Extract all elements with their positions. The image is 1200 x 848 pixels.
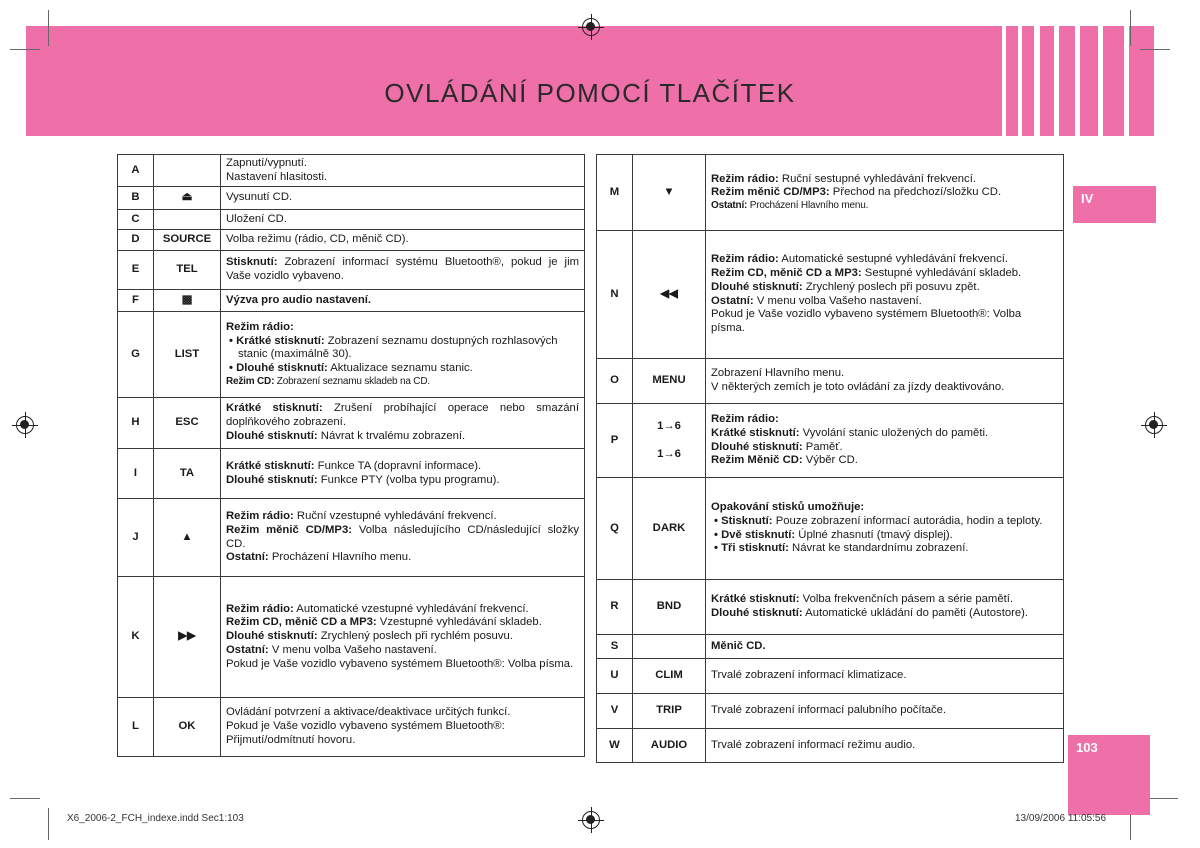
line-text: Ovládání potvrzení a aktivace/deaktivace určitých funkcí.	[226, 706, 511, 719]
table-row	[597, 404, 1064, 478]
table-row	[597, 635, 1064, 659]
line-text: Zapnutí/vypnutí.	[226, 156, 308, 169]
row-letter: K	[118, 577, 154, 698]
button-label	[633, 635, 706, 659]
bullet-line	[711, 515, 1058, 529]
row-letter: W	[597, 729, 633, 763]
crop-mark	[1148, 798, 1178, 799]
row-description	[706, 635, 1064, 659]
button-label: CLIM	[633, 659, 706, 694]
row-description	[706, 231, 1064, 359]
description-line	[226, 171, 579, 185]
row-letter: C	[118, 210, 154, 230]
page-number: 103	[1068, 735, 1150, 815]
button-label: LIST	[154, 312, 221, 398]
description-line	[226, 430, 579, 444]
audio-settings-icon: ▩	[154, 290, 221, 312]
description-line	[711, 253, 1058, 267]
table-row	[597, 580, 1064, 635]
table-row	[597, 659, 1064, 694]
line-label: Ostatní:	[711, 200, 748, 212]
rewind-icon: ◀◀	[633, 231, 706, 359]
table-row	[597, 729, 1064, 763]
description-line	[711, 413, 1058, 427]
line-text: Pokud je Vaše vozidlo vybaveno systémem Bluetooth®: Volba písma.	[226, 657, 574, 670]
line-text: Pouze zobrazení informací autorádia, hodin a teploty.	[772, 514, 1043, 527]
button-label: OK	[154, 698, 221, 757]
row-letter: E	[118, 251, 154, 290]
button-label: 1→6	[657, 419, 681, 432]
line-label: Krátké stisknutí:	[226, 402, 323, 415]
row-letter: F	[118, 290, 154, 312]
description-line	[226, 213, 579, 227]
button-label	[154, 210, 221, 230]
line-label: Režim CD:	[226, 375, 275, 387]
button-label: DARK	[633, 478, 706, 580]
line-text: Vysunutí CD.	[226, 191, 293, 204]
line-text: Vzestupné vyhledávání skladeb.	[376, 616, 542, 629]
line-label: Dlouhé stisknutí:	[226, 473, 318, 486]
row-letter: M	[597, 155, 633, 231]
description-line	[711, 281, 1058, 295]
description-line	[226, 233, 579, 247]
row-letter: H	[118, 398, 154, 449]
description-line	[226, 551, 579, 565]
button-label: TEL	[154, 251, 221, 290]
line-label: Režim rádio:	[226, 602, 294, 615]
button-label	[154, 155, 221, 187]
crop-mark	[10, 49, 40, 50]
description-line	[226, 658, 579, 672]
line-label: Ostatní:	[226, 551, 269, 564]
line-label: Dlouhé stisknutí:	[711, 440, 803, 453]
row-description	[221, 230, 585, 251]
row-letter: Q	[597, 478, 633, 580]
line-label: Ostatní:	[711, 294, 754, 307]
crop-mark	[48, 808, 49, 840]
line-label: Krátké stisknutí:	[226, 459, 315, 472]
line-text: Zrušení probíhající operace nebo smazání doplňkového zobrazení.	[226, 402, 579, 429]
row-description	[706, 729, 1064, 763]
line-label: Režim měnič CD/MP3:	[711, 186, 830, 199]
line-text: Zobrazení Hlavního menu.	[711, 367, 845, 380]
description-line	[226, 644, 579, 658]
line-text: Úplné zhasnutí (tmavý displej).	[795, 528, 953, 541]
row-description	[221, 290, 585, 312]
line-label: Tři stisknutí:	[721, 542, 789, 555]
line-text: Volba následujícího CD/následující složky CD.	[226, 523, 579, 550]
line-text: Aktualizace seznamu stanic.	[327, 362, 473, 375]
bullet-line	[711, 542, 1058, 556]
line-text: Automatické vzestupné vyhledávání frekvencí.	[293, 602, 529, 615]
description-line	[711, 367, 1058, 381]
row-letter: R	[597, 580, 633, 635]
line-text: Procházení Hlavního menu.	[747, 200, 869, 212]
table-row	[118, 187, 585, 210]
description-line	[226, 616, 579, 630]
line-text: Automatické ukládání do paměti (Autostore).	[802, 607, 1029, 619]
crop-mark	[1130, 10, 1131, 46]
line-label: Krátké stisknutí:	[711, 426, 800, 439]
line-text: Trvalé zobrazení informací režimu audio.	[711, 738, 916, 751]
table-row	[118, 499, 585, 577]
description-line	[711, 441, 1058, 455]
table-row	[118, 230, 585, 251]
row-description	[221, 155, 585, 187]
row-letter: D	[118, 230, 154, 251]
table-row	[118, 210, 585, 230]
description-line	[226, 157, 579, 171]
button-label: 1→6	[657, 447, 681, 460]
table-row	[118, 251, 585, 290]
description-line	[711, 739, 1058, 753]
line-text: Sestupné vyhledávání skladeb.	[861, 266, 1022, 279]
description-line	[226, 706, 579, 720]
line-text: Zrychlený poslech při posuvu zpět.	[802, 280, 980, 293]
line-label: Režim rádio:	[226, 509, 294, 522]
description-line	[711, 669, 1058, 683]
table-row	[597, 478, 1064, 580]
description-line	[226, 474, 579, 488]
line-text: Ruční vzestupné vyhledávání frekvencí.	[293, 509, 497, 522]
button-label: AUDIO	[633, 729, 706, 763]
row-letter: N	[597, 231, 633, 359]
button-label: MENU	[633, 359, 706, 404]
row-letter: U	[597, 659, 633, 694]
row-letter: G	[118, 312, 154, 398]
line-text: Paměť.	[802, 440, 843, 453]
description-line	[711, 381, 1058, 395]
row-description	[221, 187, 585, 210]
line-text: Ruční sestupné vyhledávání frekvencí.	[778, 172, 976, 185]
row-description	[706, 694, 1064, 729]
description-line	[711, 427, 1058, 441]
button-label: BND	[633, 580, 706, 635]
line-text: Pokud je Vaše vozidlo vybaveno systémem Bluetooth®: Přijmutí/odmítnutí hovoru.	[226, 720, 505, 746]
description-line	[711, 640, 1058, 654]
line-text: Výběr CD.	[802, 454, 858, 467]
row-description	[221, 499, 585, 577]
description-line	[226, 524, 579, 552]
line-text: Zobrazení informací systému Bluetooth®, pokud je jim Vaše vozidlo vybaveno.	[226, 256, 579, 282]
table-row	[118, 290, 585, 312]
crop-mark	[10, 798, 40, 799]
description-line	[226, 191, 579, 205]
description-line	[226, 460, 579, 474]
line-label: Dlouhé stisknutí:	[236, 362, 328, 375]
button-label: ESC	[154, 398, 221, 449]
row-description	[706, 659, 1064, 694]
row-description	[221, 251, 585, 290]
footer-timestamp: 13/09/2006 11:05:56	[1015, 813, 1107, 824]
button-label: SOURCE	[154, 230, 221, 251]
line-label: Dlouhé stisknutí:	[711, 607, 803, 619]
table-row	[118, 312, 585, 398]
footer-file-info: X6_2006-2_FCH_indexe.indd Sec1:103	[67, 813, 244, 824]
line-label: Ostatní:	[226, 643, 269, 656]
line-label: Režim rádio:	[711, 172, 779, 185]
registration-mark-icon	[1145, 416, 1163, 434]
button-label: TA	[154, 449, 221, 499]
description-line	[711, 593, 1058, 607]
line-label: Dlouhé stisknutí:	[226, 429, 318, 442]
line-label: Režim rádio:	[711, 412, 779, 425]
line-text: Přechod na předchozí/složku CD.	[829, 186, 1002, 199]
table-row	[597, 359, 1064, 404]
description-line	[226, 294, 579, 308]
table-row	[118, 577, 585, 698]
button-label: TRIP	[633, 694, 706, 729]
line-text: Zobrazení seznamu skladeb na CD.	[274, 375, 430, 387]
line-label: Měnič CD.	[711, 639, 766, 652]
bullet-line	[226, 335, 579, 363]
row-letter: L	[118, 698, 154, 757]
line-label: Krátké stisknutí:	[711, 593, 800, 606]
line-text: Vyvolání stanic uložených do paměti.	[799, 426, 989, 439]
row-letter: P	[597, 404, 633, 478]
line-label: Režim CD, měnič CD a MP3:	[226, 616, 377, 629]
line-label: Dlouhé stisknutí:	[226, 630, 318, 643]
page-title: OVLÁDÁNÍ POMOCÍ TLAČÍTEK	[384, 78, 796, 108]
description-line	[711, 454, 1058, 468]
row-description	[221, 398, 585, 449]
registration-mark-icon	[16, 416, 34, 434]
description-line	[226, 510, 579, 524]
table-row	[118, 449, 585, 499]
row-letter: B	[118, 187, 154, 210]
row-letter: V	[597, 694, 633, 729]
line-text: Trvalé zobrazení informací klimatizace.	[711, 669, 907, 682]
line-label: Dlouhé stisknutí:	[711, 280, 803, 293]
line-text: Návrat ke standardnímu zobrazení.	[788, 542, 969, 555]
line-label: Opakování stisků umožňuje:	[711, 500, 865, 513]
description-line	[711, 704, 1058, 718]
chapter-tab: IV	[1073, 186, 1156, 223]
description-line	[226, 376, 579, 388]
row-letter: S	[597, 635, 633, 659]
description-line	[711, 267, 1058, 281]
row-description	[706, 580, 1064, 635]
row-letter: O	[597, 359, 633, 404]
line-label: Režim měnič CD/MP3:	[226, 523, 353, 536]
crop-mark	[1140, 49, 1170, 50]
row-description	[221, 449, 585, 499]
row-description	[221, 577, 585, 698]
description-line	[711, 501, 1058, 515]
row-description	[706, 359, 1064, 404]
description-line	[226, 402, 579, 430]
description-line	[711, 200, 1058, 212]
line-text: Procházení Hlavního menu.	[268, 551, 412, 564]
table-row	[597, 155, 1064, 231]
line-label: Režim CD, měnič CD a MP3:	[711, 266, 862, 279]
description-line	[711, 295, 1058, 309]
line-text: Funkce PTY (volba typu programu).	[317, 473, 500, 486]
line-label: Dvě stisknutí:	[721, 528, 796, 541]
description-line	[226, 720, 579, 748]
description-line	[226, 321, 579, 335]
line-text: Volba frekvenčních pásem a série pamětí.	[799, 593, 1014, 606]
line-text: Trvalé zobrazení informací palubního počítače.	[711, 704, 947, 717]
line-text: Nastavení hlasitosti.	[226, 170, 328, 183]
line-label: Režim rádio:	[711, 253, 779, 266]
row-description	[221, 698, 585, 757]
line-text: V některých zemích je toto ovládání za jízdy deaktivováno.	[711, 381, 1005, 393]
line-text: V menu volba Vašeho nastavení.	[268, 643, 437, 656]
description-line	[711, 607, 1058, 621]
line-text: Funkce TA (dopravní informace).	[314, 459, 482, 472]
table-row	[118, 398, 585, 449]
row-description	[221, 210, 585, 230]
description-line	[711, 173, 1058, 187]
row-letter: A	[118, 155, 154, 187]
line-text: Pokud je Vaše vozidlo vybaveno systémem Bluetooth®: Volba písma.	[711, 308, 1022, 335]
line-text: Automatické sestupné vyhledávání frekvencí.	[778, 253, 1008, 266]
row-description	[706, 404, 1064, 478]
line-label: Stisknutí:	[721, 514, 773, 527]
crop-mark	[48, 10, 49, 46]
up-arrow-icon: ▲	[154, 499, 221, 577]
table-row	[118, 698, 585, 757]
line-label: Režim Měnič CD:	[711, 454, 803, 467]
registration-mark-icon	[582, 811, 600, 829]
description-line	[711, 308, 1058, 336]
table-row	[597, 231, 1064, 359]
line-text: Návrat k trvalému zobrazení.	[317, 429, 466, 442]
controls-table-right	[596, 154, 1064, 763]
row-letter: J	[118, 499, 154, 577]
row-letter: I	[118, 449, 154, 499]
line-text: Zrychlený poslech při rychlém posuvu.	[317, 630, 513, 643]
eject-icon: ⏏	[154, 187, 221, 210]
table-row	[118, 155, 585, 187]
line-label: Krátké stisknutí:	[236, 334, 325, 347]
bullet-line	[226, 362, 579, 376]
bullet-line	[711, 529, 1058, 543]
line-text: Zobrazení seznamu dostupných rozhlasových stanic (maximálně 30).	[238, 334, 558, 361]
registration-mark-icon	[582, 18, 600, 36]
controls-table-left	[117, 154, 585, 757]
row-description	[221, 312, 585, 398]
line-label: Režim rádio:	[226, 320, 294, 333]
button-label	[633, 404, 706, 478]
description-line	[226, 256, 579, 284]
table-row	[597, 694, 1064, 729]
line-label: Stisknutí:	[226, 256, 278, 269]
line-text: Uložení CD.	[226, 212, 287, 225]
line-text: Volba režimu (rádio, CD, měnič CD).	[226, 233, 409, 246]
description-line	[711, 186, 1058, 200]
fast-forward-icon: ▶▶	[154, 577, 221, 698]
description-line	[226, 603, 579, 617]
row-description	[706, 478, 1064, 580]
line-text: V menu volba Vašeho nastavení.	[753, 294, 922, 307]
line-label: Výzva pro audio nastavení.	[226, 293, 372, 306]
row-description	[706, 155, 1064, 231]
down-arrow-icon: ▼	[633, 155, 706, 231]
description-line	[226, 630, 579, 644]
